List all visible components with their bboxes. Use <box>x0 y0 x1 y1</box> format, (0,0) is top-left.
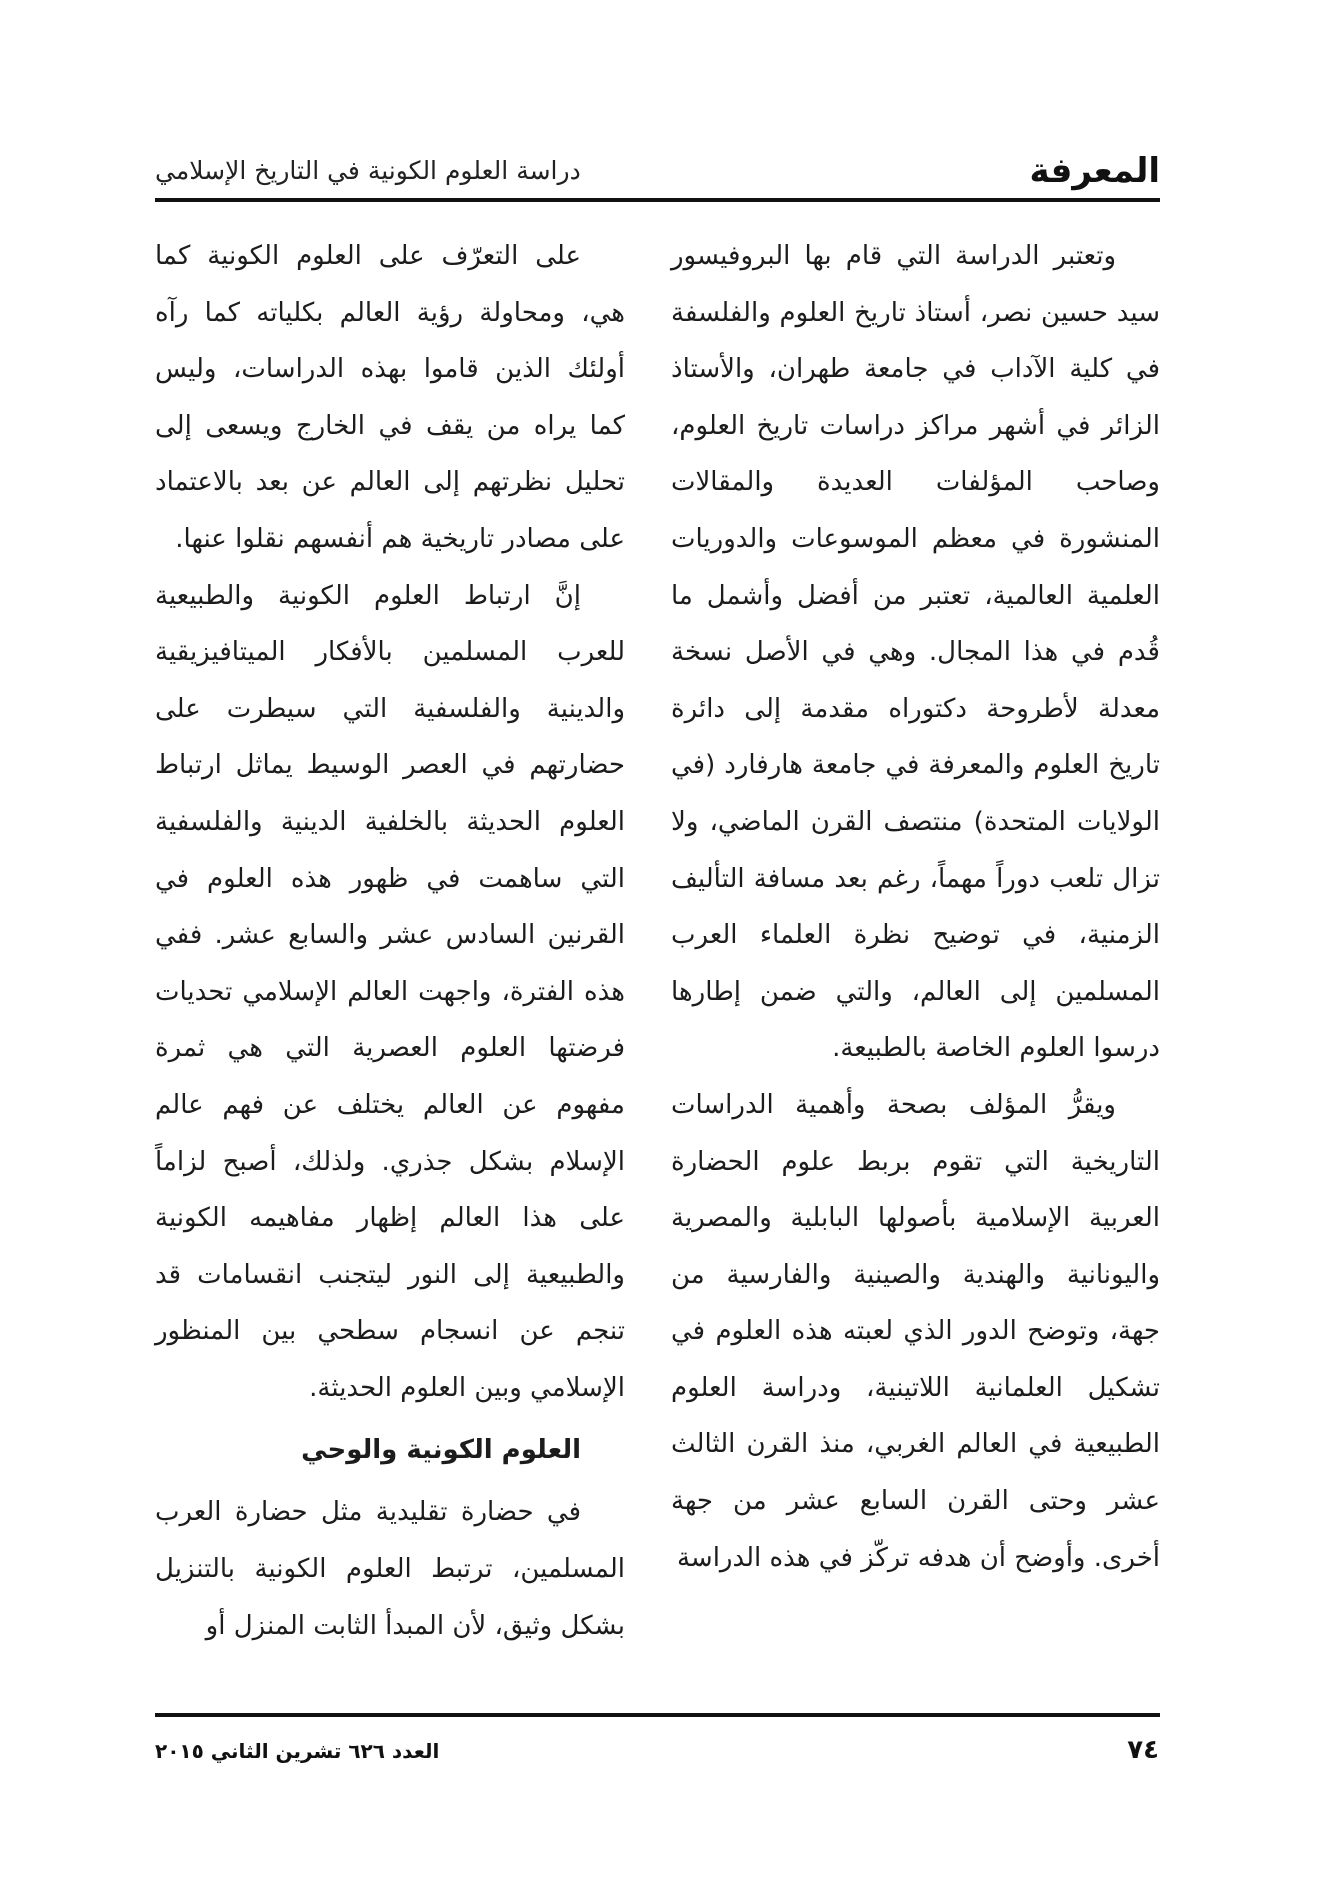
article-column-right <box>671 228 1160 1586</box>
paragraph: وتعتبر الدراسة التي قام بها البروفيسور سيد حسين نصر، أستاذ تاريخ العلوم والفلسفة في كلية الآداب في جامعة طهران، والأستاذ الزائر في أشهر مراكز دراسات تاريخ العلوم، وصاحب المؤلفات العديدة والمقالات المنشورة في معظم الموسوعات والدوريات العلمية العالمية، تعتبر من أفضل وأشمل ما قُدم في هذا المجال. وهي في الأصل نسخة معدلة لأطروحة دكتوراه مقدمة إلى دائرة تاريخ العلوم والمعرفة في جامعة هارفارد (في الولايات المتحدة) منتصف القرن الماضي، ولا تزال تلعب دوراً مهماً، رغم بعد مسافة التأليف الزمنية، في توضيح نظرة العلماء العرب المسلمين إلى العالم، والتي ضمن إطارها درسوا العلوم الخاصة بالطبيعة. <box>671 241 1160 1064</box>
paragraph: في حضارة تقليدية مثل حضارة العرب المسلمين، ترتبط العلوم الكونية بالتنزيل بشكل وثيق، لأن المبدأ الثابت المنزل أو <box>155 1497 625 1641</box>
article-column-left <box>155 228 625 1654</box>
magazine-logo: المعرفة <box>1029 151 1160 191</box>
running-header <box>155 150 1160 192</box>
paragraph: إنَّ ارتباط العلوم الكونية والطبيعية للعرب المسلمين بالأفكار الميتافيزيقية والدينية والفلسفية التي سيطرت على حضارتهم في العصر الوسيط يماثل ارتباط العلوم الحديثة بالخلفية الدينية والفلسفية التي ساهمت في ظهور هذه العلوم في القرنين السادس عشر والسابع عشر. ففي هذه الفترة، واجهت العالم الإسلامي تحديات فرضتها العلوم العصرية التي هي ثمرة مفهوم عن العالم يختلف عن فهم عالم الإسلام بشكل جذري. ولذلك، أصبح لزاماً على هذا العالم إظهار مفاهيمه الكونية والطبيعية إلى النور ليتجنب انقسامات قد تنجم عن انسجام سطحي بين المنظور الإسلامي وبين العلوم الحديثة. <box>155 580 625 1403</box>
section-subheading: العلوم الكونية والوحي <box>301 1435 581 1466</box>
paragraph: ويقرُّ المؤلف بصحة وأهمية الدراسات التاريخية التي تقوم بربط علوم الحضارة العربية الإسلامية بأصولها البابلية والمصرية واليونانية والهندية والصينية والفارسية من جهة، وتوضح الدور الذي لعبته هذه العلوم في تشكيل العلمانية اللاتينية، ودراسة العلوم الطبيعية في العالم الغربي، منذ القرن الثالث عشر وحتى القرن السابع عشر من جهة أخرى. وأوضح أن هدفه تركّز في هذه الدراسة <box>671 1089 1160 1573</box>
issue-info: العدد ٦٢٦ تشرين الثاني ٢٠١٥ <box>155 1739 440 1763</box>
paragraph: على التعرّف على العلوم الكونية كما هي، ومحاولة رؤية العالم بكلياته كما رآه أولئك الذين قاموا بهذه الدراسات، وليس كما يراه من يقف في الخارج ويسعى إلى تحليل نظرتهم إلى العالم عن بعد بالاعتماد على مصادر تاريخية هم أنفسهم نقلوا عنها. <box>155 241 625 554</box>
header-rule <box>155 198 1160 202</box>
running-title: دراسة العلوم الكونية في التاريخ الإسلامي <box>155 156 581 185</box>
footer-rule <box>155 1713 1160 1717</box>
page-number: ٧٤ <box>1127 1735 1159 1765</box>
